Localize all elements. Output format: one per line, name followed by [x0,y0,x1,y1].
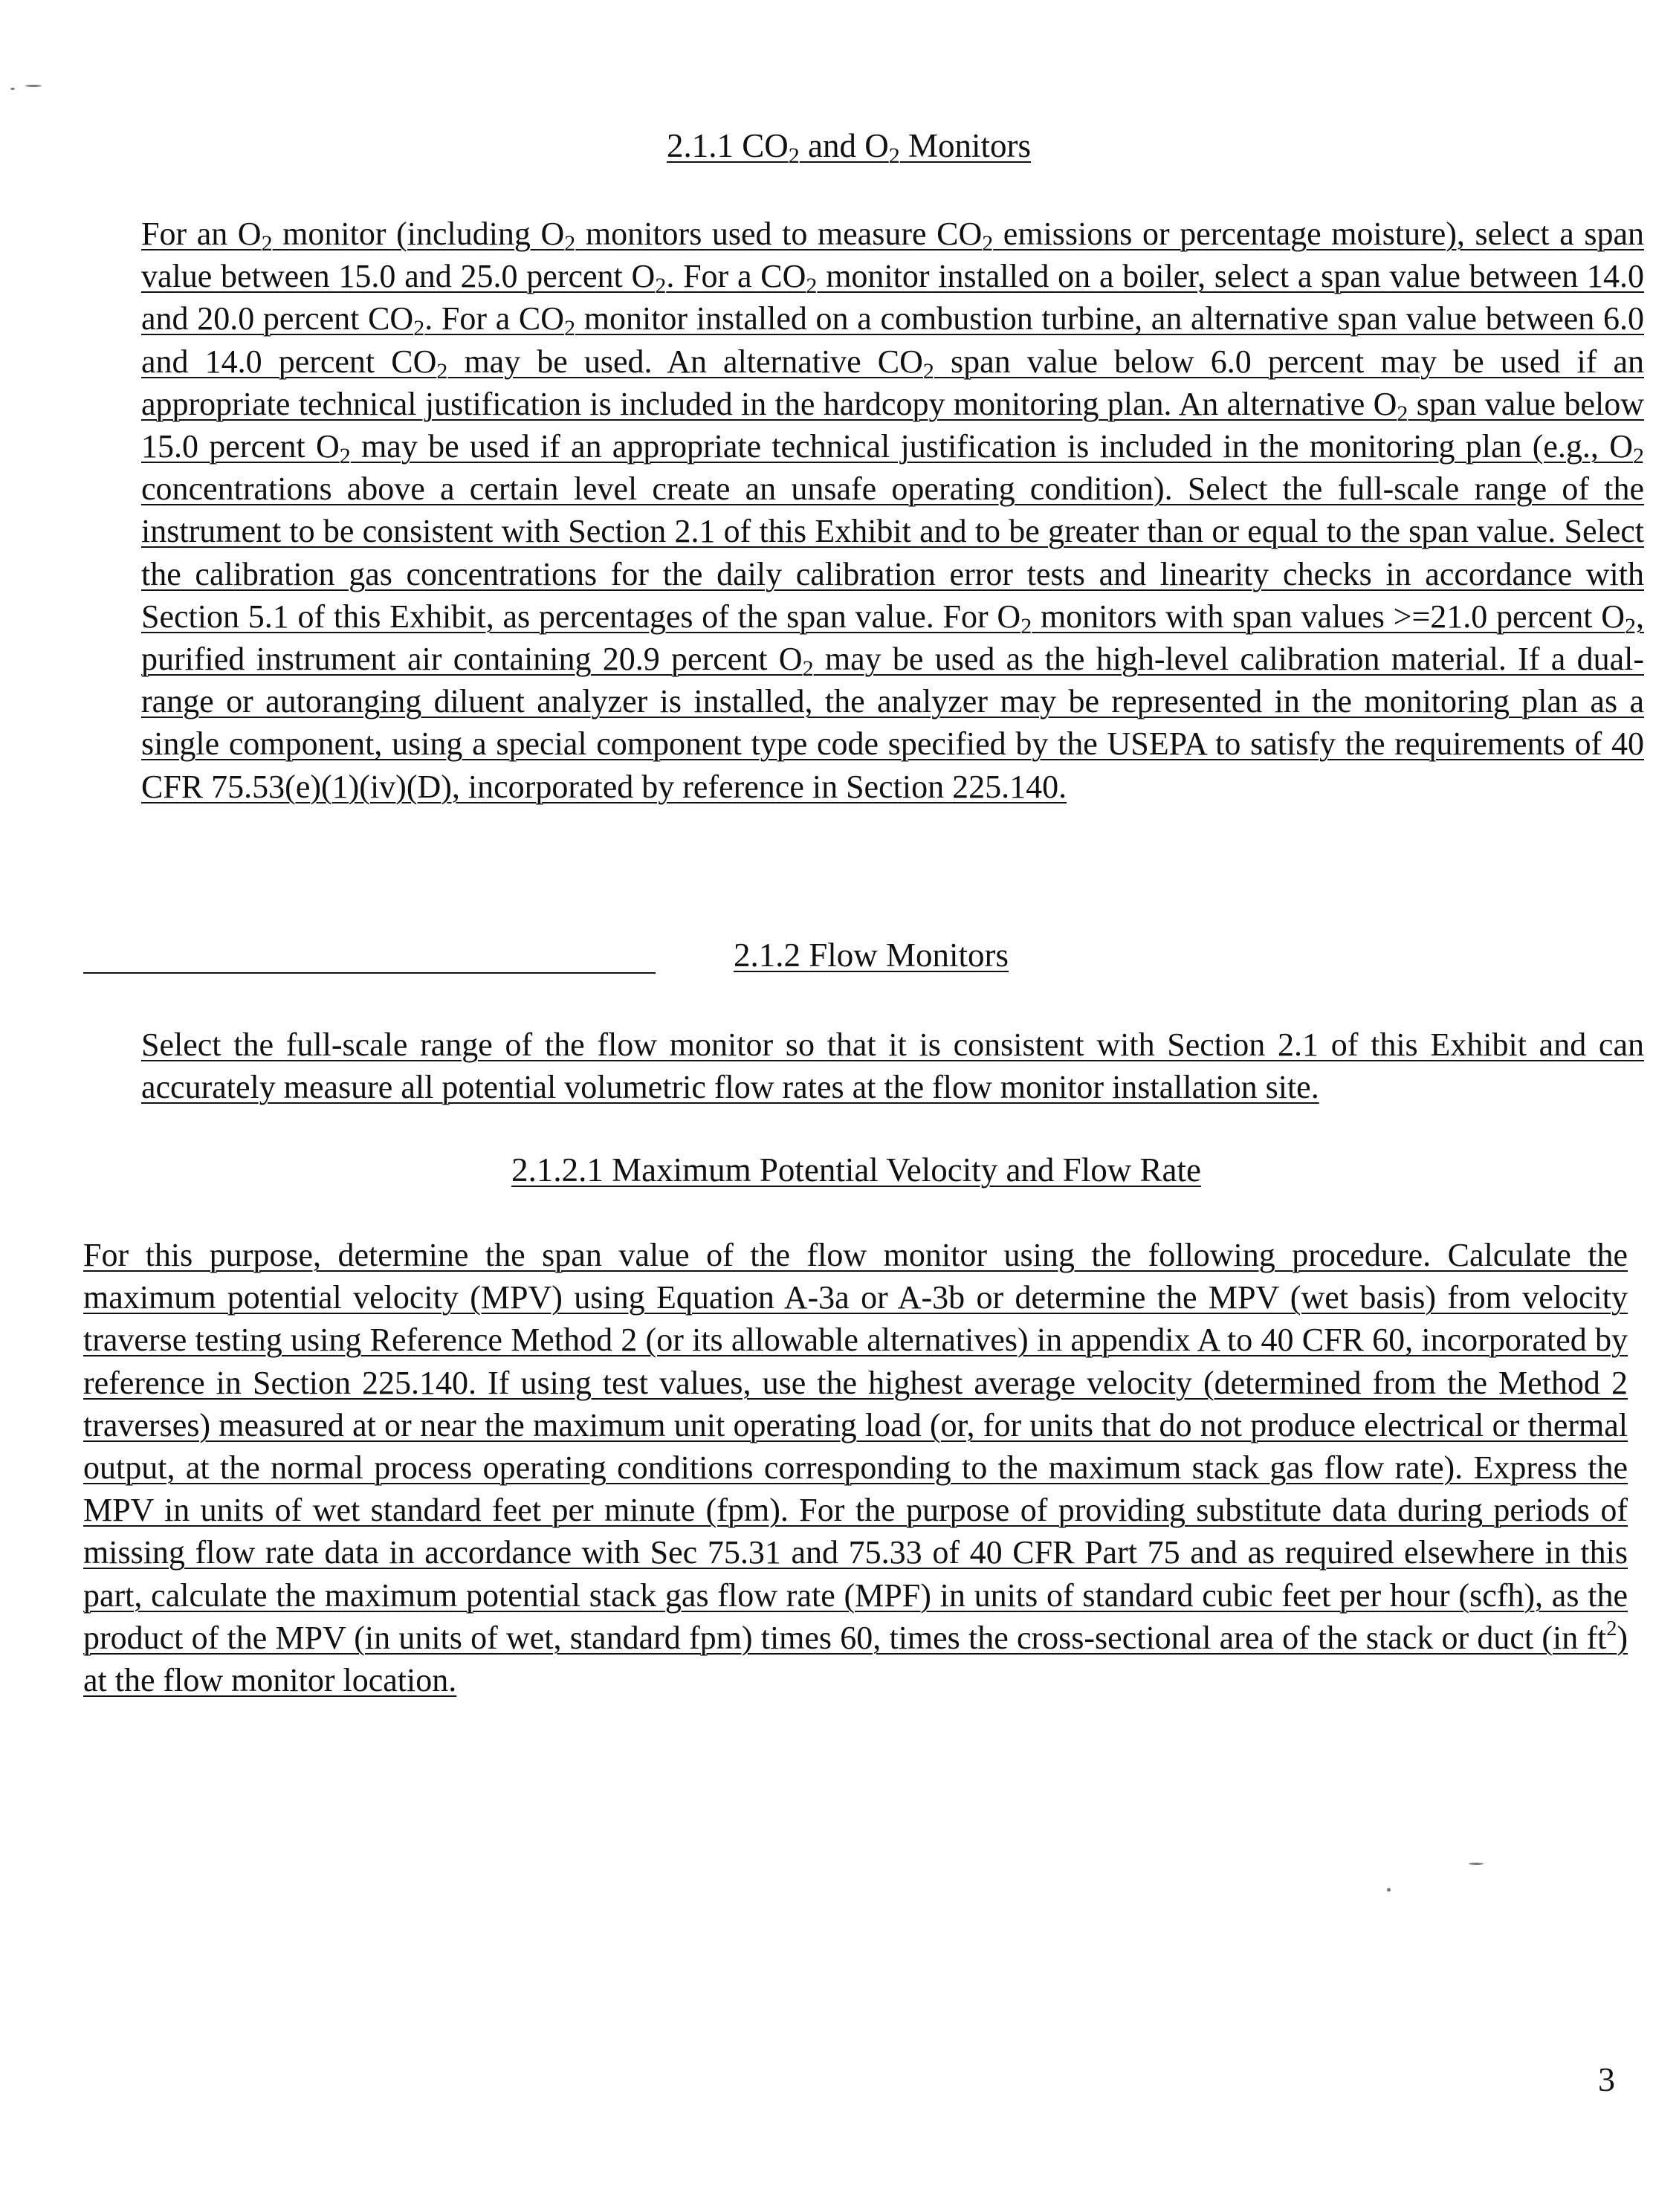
scan-speck [1387,1888,1391,1892]
section-211-heading: 2.1.1 $CO_2$ and $O_2$ Monitors [666,127,1031,168]
scan-speck [1469,1863,1484,1865]
scan-speck [25,85,42,87]
page-number: 3 [1598,2060,1615,2098]
section-211-paragraph: For an $O_2$ monitor (including $O_2$ monitors used to measure $CO_2$ emissions or percentage moisture), select a span value between 15.0 and 25.0 percent $O_2$. For a $CO_2$ monitor installed on a boiler, select a span value between 14.0 and 20.0 percent $CO_2$. For a $CO_2$ monitor installed on a combustion turbine, an alternative span value between 6.0 and 14.0 percent $CO_2$ may be used. An alternative $CO_2$ span value below 6.0 percent may be used if an appropriate technical justification is included in the hardcopy monitoring plan. An alternative $O_2$ span value below 15.0 percent $O_2$ may be used if an appropriate technical justification is included in the monitoring plan (e.g., $O_2$ concentrations above a certain level create an unsafe operating condition). Select the full-scale range of the instrument to be consistent with Section 2.1 of this Exhibit and to be greater than or equal to the span value. Select the calibration gas concentrations for the daily calibration error tests and linearity checks in accordance with Section 5.1 of this Exhibit, as percentages of the span value. For $O_2$ monitors with span values >=21.0 percent $O_2$, purified instrument air containing 20.9 percent $O_2$ may be used as the high-level calibration material. If a dual-range or autoranging diluent analyzer is installed, the analyzer may be represented in the monitoring plan as a single component, using a special component type code specified by the USEPA to satisfy the requirements of 40 CFR 75.53(e)(1)(iv)(D), incorporated by reference in Section 225.140. [141,216,1644,805]
scan-speck [10,88,15,90]
section-2121-heading: 2.1.2.1 Maximum Potential Velocity and Flow Rate [511,1151,1201,1189]
section-2121-paragraph: For this purpose, determine the span value of the flow monitor using the following procedure. Calculate the maximum potential velocity (MPV) using Equation A-3a or A-3b or determine the MPV (wet basis) from velocity traverse testing using Reference Method 2 (or its allowable alternatives) in appendix A to 40 CFR 60, incorporated by reference in Section 225.140. If using test values, use the highest average velocity (determined from the Method 2 traverses) measured at or near the maximum unit operating load (or, for units that do not produce electrical or thermal output, at the normal process operating conditions corresponding to the maximum stack gas flow rate). Express the MPV in units of wet standard feet per minute (fpm). For the purpose of providing substitute data during periods of missing flow rate data in accordance with Sec 75.31 and 75.33 of 40 CFR Part 75 and as required elsewhere in this part, calculate the maximum potential stack gas flow rate (MPF) in units of standard cubic feet per hour (scfh), as the product of the MPV (in units of wet, standard fpm) times 60, times the cross-sectional area of the stack or duct (in $ft^2$) at the flow monitor location. [83,1237,1628,1699]
section-212-paragraph: Select the full-scale range of the flow monitor so that it is consistent with Section 2.1 of this Exhibit and can accurately measure all potential volumetric flow rates at the flow monitor installation site. [141,1026,1644,1106]
section-212-heading: 2.1.2 Flow Monitors [733,937,1009,974]
